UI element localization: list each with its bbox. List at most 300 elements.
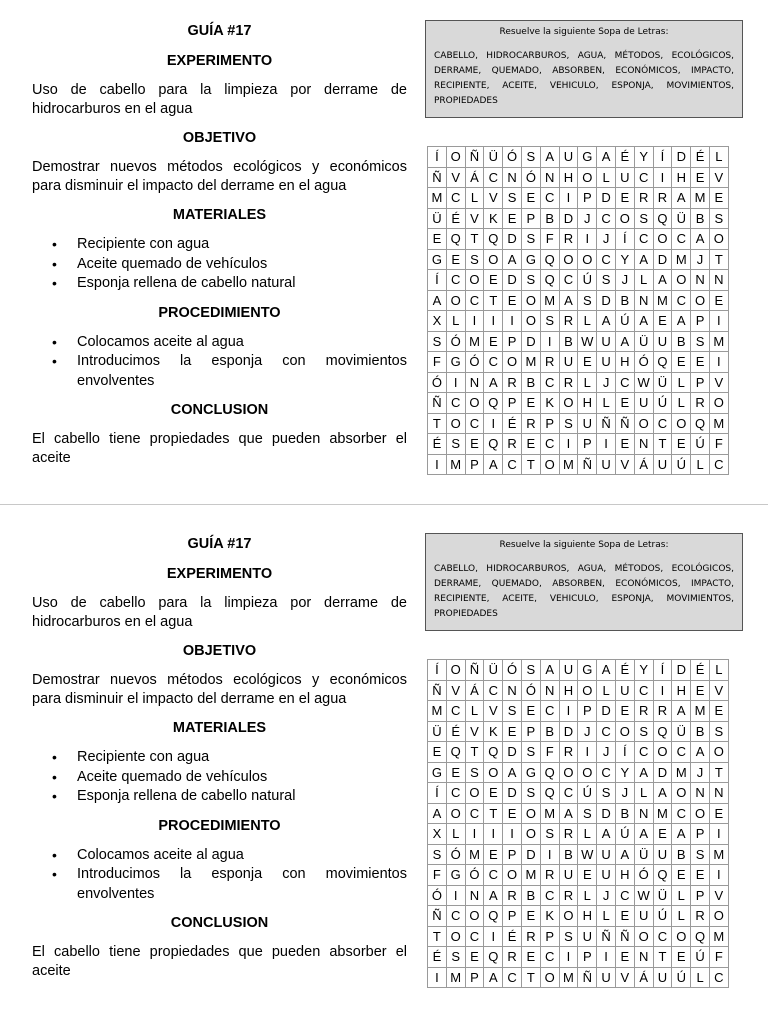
grid-cell: P	[578, 701, 597, 722]
grid-cell: A	[634, 824, 653, 845]
grid-cell: A	[691, 742, 710, 763]
grid-cell: O	[672, 413, 691, 434]
grid-cell: T	[428, 413, 447, 434]
grid-cell: A	[634, 249, 653, 270]
grid-cell: A	[597, 660, 616, 681]
conclusion-text: El cabello tiene propiedades que pueden absorber el aceite	[32, 431, 407, 466]
grid-cell: X	[428, 311, 447, 332]
grid-cell: R	[503, 434, 522, 455]
grid-cell: U	[653, 844, 672, 865]
grid-cell: O	[465, 783, 484, 804]
grid-cell: I	[597, 434, 616, 455]
grid-cell: D	[672, 660, 691, 681]
grid-cell: U	[615, 167, 634, 188]
grid-cell: P	[465, 967, 484, 988]
grid-cell: L	[672, 885, 691, 906]
grid-cell: I	[709, 311, 728, 332]
grid-cell: E	[484, 844, 503, 865]
grid-cell: E	[615, 701, 634, 722]
grid-cell: B	[559, 331, 578, 352]
grid-cell: Q	[653, 352, 672, 373]
grid-cell: Ú	[672, 967, 691, 988]
grid-cell: M	[691, 701, 710, 722]
grid-cell: W	[634, 372, 653, 393]
grid-cell: E	[503, 290, 522, 311]
grid-cell: N	[634, 803, 653, 824]
experiment-text: Uso de cabello para la limpieza por derrame de hidrocarburos en el agua	[32, 595, 407, 630]
grid-cell: A	[484, 372, 503, 393]
grid-cell: U	[559, 660, 578, 681]
experiment-text: Uso de cabello para la limpieza por derrame de hidrocarburos en el agua	[32, 82, 407, 117]
objective-text: Demostrar nuevos métodos ecológicos y económicos para disminuir el impacto del derrame en el agua	[32, 672, 407, 707]
procedure-heading: PROCEDIMIENTO	[158, 817, 281, 834]
grid-cell: C	[446, 270, 465, 291]
grid-cell: Í	[428, 147, 447, 168]
grid-cell: J	[578, 208, 597, 229]
grid-cell: E	[672, 434, 691, 455]
grid-cell: E	[709, 188, 728, 209]
grid-cell: T	[521, 967, 540, 988]
grid-cell: D	[521, 331, 540, 352]
grid-cell: C	[634, 742, 653, 763]
grid-cell: L	[672, 906, 691, 927]
grid-cell: M	[446, 967, 465, 988]
grid-cell: Ü	[672, 208, 691, 229]
grid-cell: R	[540, 352, 559, 373]
grid-cell: P	[521, 721, 540, 742]
grid-cell: S	[559, 926, 578, 947]
guide-copy-top	[0, 0, 768, 500]
grid-cell: P	[578, 947, 597, 968]
grid-row	[428, 167, 729, 188]
grid-cell: B	[691, 208, 710, 229]
grid-cell: I	[653, 680, 672, 701]
grid-cell: L	[578, 885, 597, 906]
grid-row	[428, 721, 729, 742]
grid-cell: C	[540, 434, 559, 455]
grid-cell: A	[691, 229, 710, 250]
procedure-item: • Colocamos aceite al agua	[77, 846, 407, 866]
grid-cell: Á	[465, 680, 484, 701]
grid-cell: N	[691, 783, 710, 804]
grid-cell: W	[578, 331, 597, 352]
grid-cell: S	[446, 947, 465, 968]
grid-cell: Ñ	[428, 167, 447, 188]
instruction-title: Resuelve la siguiente Sopa de Letras:	[499, 27, 669, 37]
grid-cell: H	[672, 680, 691, 701]
grid-cell: H	[615, 865, 634, 886]
procedure-item: • Introducimos la esponja con movimientos envolventes	[77, 865, 407, 904]
grid-cell: O	[521, 824, 540, 845]
grid-row	[428, 208, 729, 229]
grid-row	[428, 865, 729, 886]
grid-cell: L	[691, 967, 710, 988]
grid-cell: U	[597, 967, 616, 988]
grid-cell: Q	[540, 762, 559, 783]
grid-cell: V	[484, 188, 503, 209]
grid-cell: Í	[615, 229, 634, 250]
grid-cell: O	[559, 249, 578, 270]
grid-cell: S	[465, 762, 484, 783]
grid-cell: A	[540, 147, 559, 168]
grid-cell: O	[446, 803, 465, 824]
grid-cell: P	[691, 372, 710, 393]
grid-cell: I	[484, 413, 503, 434]
grid-cell: S	[691, 331, 710, 352]
grid-cell: O	[559, 906, 578, 927]
grid-cell: S	[521, 742, 540, 763]
material-item: • Aceite quemado de vehículos	[77, 768, 407, 788]
grid-cell: E	[672, 352, 691, 373]
procedure-list	[32, 846, 407, 905]
grid-cell: Á	[634, 967, 653, 988]
grid-cell: L	[597, 680, 616, 701]
grid-cell: F	[709, 434, 728, 455]
grid-cell: P	[465, 454, 484, 475]
grid-cell: E	[503, 803, 522, 824]
grid-cell: C	[615, 885, 634, 906]
grid-cell: P	[521, 208, 540, 229]
grid-cell: G	[428, 249, 447, 270]
grid-cell: Q	[653, 721, 672, 742]
grid-cell: Q	[484, 434, 503, 455]
grid-cell: E	[503, 721, 522, 742]
grid-cell: U	[559, 352, 578, 373]
grid-cell: H	[578, 393, 597, 414]
objective-heading: OBJETIVO	[182, 643, 257, 659]
instruction-box	[425, 533, 743, 631]
grid-row	[428, 885, 729, 906]
grid-cell: K	[484, 721, 503, 742]
grid-cell: Ó	[521, 167, 540, 188]
grid-cell: O	[578, 762, 597, 783]
material-item: • Recipiente con agua	[77, 748, 407, 768]
grid-cell: S	[428, 331, 447, 352]
grid-cell: C	[446, 701, 465, 722]
experiment-heading: EXPERIMENTO	[166, 566, 273, 582]
grid-row	[428, 413, 729, 434]
grid-cell: Ñ	[597, 413, 616, 434]
grid-cell: Á	[634, 454, 653, 475]
grid-cell: C	[597, 762, 616, 783]
grid-cell: G	[521, 762, 540, 783]
grid-cell: C	[653, 413, 672, 434]
grid-cell: H	[615, 352, 634, 373]
guide-text-column	[32, 535, 407, 981]
grid-cell: É	[428, 434, 447, 455]
grid-cell: Ó	[503, 660, 522, 681]
grid-cell: L	[465, 701, 484, 722]
grid-cell: Ñ	[428, 906, 447, 927]
grid-cell: E	[578, 865, 597, 886]
grid-cell: Q	[484, 906, 503, 927]
grid-cell: E	[691, 352, 710, 373]
grid-cell: P	[503, 331, 522, 352]
grid-cell: I	[653, 167, 672, 188]
grid-row	[428, 701, 729, 722]
grid-cell: A	[597, 824, 616, 845]
grid-cell: I	[484, 824, 503, 845]
grid-cell: N	[709, 270, 728, 291]
grid-cell: Í	[428, 270, 447, 291]
grid-cell: U	[559, 865, 578, 886]
grid-cell: I	[559, 701, 578, 722]
grid-cell: L	[578, 372, 597, 393]
grid-cell: A	[615, 331, 634, 352]
grid-cell: Ó	[465, 352, 484, 373]
grid-cell: G	[578, 660, 597, 681]
grid-cell: Q	[540, 270, 559, 291]
grid-cell: G	[428, 762, 447, 783]
grid-cell: L	[446, 824, 465, 845]
grid-cell: C	[446, 783, 465, 804]
grid-cell: J	[597, 742, 616, 763]
grid-cell: N	[634, 290, 653, 311]
grid-cell: J	[615, 270, 634, 291]
grid-cell: O	[634, 926, 653, 947]
grid-cell: D	[559, 208, 578, 229]
grid-cell: É	[691, 147, 710, 168]
grid-cell: H	[559, 167, 578, 188]
grid-cell: M	[672, 249, 691, 270]
grid-cell: O	[578, 167, 597, 188]
grid-cell: M	[709, 844, 728, 865]
grid-cell: R	[503, 372, 522, 393]
grid-cell: A	[653, 270, 672, 291]
grid-cell: C	[540, 885, 559, 906]
grid-cell: J	[597, 372, 616, 393]
grid-row	[428, 311, 729, 332]
grid-cell: C	[503, 967, 522, 988]
grid-cell: A	[634, 762, 653, 783]
grid-cell: S	[521, 783, 540, 804]
grid-cell: É	[503, 926, 522, 947]
grid-cell: A	[428, 290, 447, 311]
grid-row	[428, 434, 729, 455]
grid-cell: S	[540, 311, 559, 332]
grid-cell: C	[446, 188, 465, 209]
grid-cell: D	[597, 701, 616, 722]
grid-cell: O	[503, 865, 522, 886]
grid-cell: E	[709, 803, 728, 824]
grid-cell: O	[672, 926, 691, 947]
grid-cell: U	[597, 454, 616, 475]
grid-cell: Í	[615, 742, 634, 763]
grid-cell: Q	[540, 783, 559, 804]
grid-row	[428, 147, 729, 168]
grid-row	[428, 680, 729, 701]
grid-cell: L	[672, 372, 691, 393]
grid-cell: O	[691, 290, 710, 311]
grid-cell: O	[578, 249, 597, 270]
grid-cell: D	[653, 249, 672, 270]
grid-cell: U	[559, 147, 578, 168]
grid-cell: T	[653, 434, 672, 455]
grid-cell: U	[597, 865, 616, 886]
grid-cell: M	[428, 188, 447, 209]
grid-row	[428, 249, 729, 270]
grid-cell: R	[559, 885, 578, 906]
grid-cell: J	[691, 249, 710, 270]
grid-cell: M	[691, 188, 710, 209]
word-search-grid	[427, 659, 729, 988]
grid-cell: R	[559, 372, 578, 393]
grid-cell: P	[691, 311, 710, 332]
grid-cell: Ó	[521, 680, 540, 701]
grid-cell: I	[597, 947, 616, 968]
conclusion-heading: CONCLUSION	[170, 915, 269, 931]
grid-cell: Ñ	[428, 680, 447, 701]
grid-cell: C	[465, 926, 484, 947]
grid-cell: O	[484, 762, 503, 783]
grid-cell: C	[672, 742, 691, 763]
grid-row	[428, 454, 729, 475]
grid-cell: L	[634, 783, 653, 804]
grid-cell: T	[653, 947, 672, 968]
grid-cell: R	[653, 701, 672, 722]
grid-cell: C	[559, 783, 578, 804]
grid-row	[428, 906, 729, 927]
grid-cell: E	[428, 229, 447, 250]
grid-cell: O	[653, 229, 672, 250]
grid-cell: D	[503, 783, 522, 804]
grid-cell: L	[597, 167, 616, 188]
word-search-grid	[427, 146, 729, 475]
objective-heading: OBJETIVO	[182, 130, 257, 146]
grid-cell: O	[465, 906, 484, 927]
grid-cell: M	[465, 331, 484, 352]
grid-cell: U	[634, 906, 653, 927]
grid-cell: M	[559, 967, 578, 988]
grid-cell: O	[615, 721, 634, 742]
grid-cell: U	[578, 926, 597, 947]
grid-cell: W	[634, 885, 653, 906]
grid-cell: E	[653, 824, 672, 845]
word-list: CABELLO, HIDROCARBUROS, AGUA, MÉTODOS, ECOLÓGICOS, DERRAME, QUEMADO, ABSORBEN, ECONÓMICOS, IMPACTO, RECIPIENTE, ACEITE, VEHICULO, ESPONJA, MOVIMIENTOS, PROPIEDADES	[434, 564, 734, 619]
grid-row	[428, 742, 729, 763]
grid-cell: A	[428, 803, 447, 824]
grid-cell: D	[503, 270, 522, 291]
grid-cell: Q	[691, 926, 710, 947]
grid-cell: Q	[540, 249, 559, 270]
grid-cell: C	[465, 413, 484, 434]
grid-row	[428, 352, 729, 373]
grid-cell: C	[540, 372, 559, 393]
grid-cell: E	[578, 352, 597, 373]
conclusion-text: El cabello tiene propiedades que pueden absorber el aceite	[32, 944, 407, 979]
grid-cell: E	[615, 434, 634, 455]
grid-cell: O	[672, 270, 691, 291]
grid-cell: J	[597, 229, 616, 250]
grid-cell: Ü	[428, 208, 447, 229]
grid-cell: C	[709, 967, 728, 988]
grid-cell: K	[540, 906, 559, 927]
grid-cell: I	[709, 824, 728, 845]
grid-cell: S	[540, 824, 559, 845]
grid-cell: I	[465, 311, 484, 332]
grid-cell: Q	[691, 413, 710, 434]
grid-cell: S	[521, 660, 540, 681]
grid-cell: M	[540, 290, 559, 311]
grid-cell: Ú	[578, 270, 597, 291]
grid-cell: É	[615, 660, 634, 681]
grid-cell: Ü	[653, 372, 672, 393]
grid-cell: E	[521, 701, 540, 722]
grid-cell: Ü	[484, 147, 503, 168]
grid-cell: E	[691, 680, 710, 701]
grid-cell: S	[521, 270, 540, 291]
grid-cell: Ú	[578, 783, 597, 804]
grid-cell: C	[672, 229, 691, 250]
grid-cell: Ñ	[578, 454, 597, 475]
grid-cell: É	[428, 947, 447, 968]
grid-cell: L	[465, 188, 484, 209]
grid-cell: N	[503, 167, 522, 188]
grid-cell: V	[709, 372, 728, 393]
grid-cell: I	[428, 454, 447, 475]
grid-cell: C	[540, 947, 559, 968]
page-divider	[0, 504, 768, 505]
grid-cell: O	[691, 803, 710, 824]
grid-cell: Ñ	[465, 147, 484, 168]
grid-cell: Ó	[446, 331, 465, 352]
grid-cell: O	[672, 783, 691, 804]
grid-cell: E	[446, 249, 465, 270]
grid-cell: C	[672, 290, 691, 311]
grid-row	[428, 824, 729, 845]
grid-cell: M	[653, 803, 672, 824]
grid-cell: Ó	[503, 147, 522, 168]
grid-cell: Ó	[446, 844, 465, 865]
grid-cell: C	[634, 680, 653, 701]
grid-cell: Q	[653, 208, 672, 229]
grid-cell: O	[540, 454, 559, 475]
grid-cell: M	[446, 454, 465, 475]
grid-cell: K	[484, 208, 503, 229]
grid-cell: S	[428, 844, 447, 865]
grid-cell: Í	[653, 147, 672, 168]
grid-cell: R	[540, 865, 559, 886]
grid-cell: E	[521, 434, 540, 455]
grid-cell: O	[615, 208, 634, 229]
grid-cell: O	[540, 967, 559, 988]
grid-cell: P	[503, 844, 522, 865]
grid-cell: Q	[484, 742, 503, 763]
grid-cell: Ñ	[578, 967, 597, 988]
grid-cell: Ú	[615, 311, 634, 332]
grid-cell: E	[521, 906, 540, 927]
grid-cell: Í	[653, 660, 672, 681]
grid-cell: E	[484, 783, 503, 804]
grid-cell: N	[634, 947, 653, 968]
conclusion-heading: CONCLUSION	[170, 402, 269, 418]
grid-cell: N	[503, 680, 522, 701]
grid-cell: L	[446, 311, 465, 332]
grid-cell: N	[540, 680, 559, 701]
grid-cell: T	[484, 803, 503, 824]
grid-cell: U	[653, 454, 672, 475]
grid-cell: U	[597, 331, 616, 352]
grid-cell: C	[540, 701, 559, 722]
grid-cell: P	[578, 188, 597, 209]
grid-cell: U	[634, 393, 653, 414]
grid-cell: N	[540, 167, 559, 188]
grid-cell: N	[691, 270, 710, 291]
instruction-title: Resuelve la siguiente Sopa de Letras:	[499, 540, 669, 550]
material-item: • Esponja rellena de cabello natural	[77, 787, 407, 807]
grid-cell: Q	[446, 742, 465, 763]
grid-cell: Ú	[653, 393, 672, 414]
